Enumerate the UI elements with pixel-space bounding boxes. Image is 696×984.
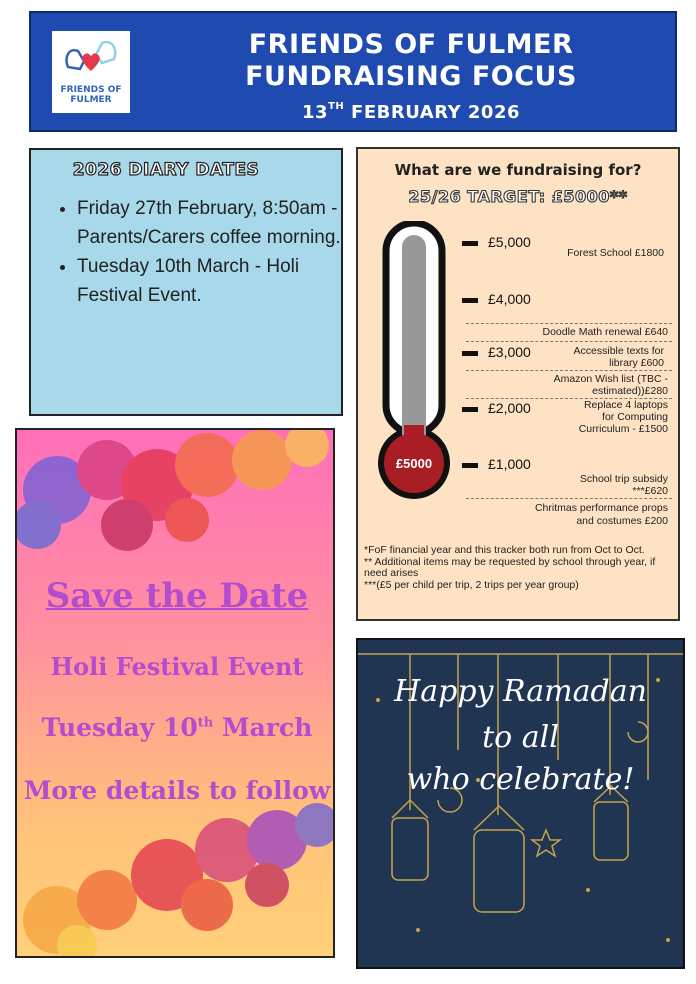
save-the-date-poster [15, 428, 335, 958]
fund-item-christmas-2: and costumes £200 [576, 515, 668, 527]
date-day: 13 [302, 102, 329, 123]
fund-item-laptops-2: for Computing [602, 411, 668, 423]
fund-item-accessible-texts-1: Accessible texts for [573, 345, 664, 357]
fundraising-question: What are we fundraising for? [394, 161, 642, 179]
header-banner [29, 11, 677, 132]
divider [466, 341, 672, 342]
tick-bar-1000 [462, 463, 478, 468]
divider [466, 498, 672, 499]
holi-color-splash-graphic [17, 430, 335, 958]
fund-item-doodle-math: Doodle Math renewal £640 [542, 326, 668, 338]
event-date-month: March [213, 713, 313, 742]
tick-bar-5000 [462, 241, 478, 246]
title-line-1: FRIENDS OF FULMER [248, 29, 574, 60]
holi-event-date [17, 713, 335, 742]
note-trip-cost: ***(£5 per child per trip, 2 trips per year group) [364, 578, 579, 591]
diary-dates-panel [29, 148, 343, 416]
ramadan-line-3: who celebrate! [406, 762, 635, 797]
thermometer-label: £5000 [395, 456, 433, 471]
divider [466, 370, 672, 371]
tick-bar-3000 [462, 351, 478, 356]
thermometer-neck [404, 425, 424, 445]
note-financial-year: *FoF financial year and this tracker both run from Oct to Oct. [364, 544, 645, 556]
fund-item-accessible-texts-2: library £600 [609, 357, 664, 369]
fund-item-christmas-1: Chritmas performance props [534, 502, 668, 514]
logo-line-1: FRIENDS OF [60, 85, 122, 95]
header-date [161, 102, 661, 123]
fund-item-school-trip-2: ***£620 [632, 485, 668, 497]
fundraising-panel [356, 147, 680, 621]
fund-item-laptops-3: Curriculum - £1500 [578, 423, 668, 435]
fundraising-target: 25/26 TARGET: £5000** [408, 187, 628, 206]
date-suffix: TH [328, 101, 345, 112]
date-month-year: FEBRUARY 2026 [351, 102, 520, 123]
thermometer-mercury [402, 235, 426, 455]
fund-item-school-trip-1: School trip subsidy [579, 473, 668, 485]
fund-item-amazon-2: estimated))£280 [592, 385, 668, 397]
hands-heart-icon [62, 37, 120, 85]
diary-list [53, 194, 367, 310]
thermometer-graphic [368, 221, 478, 501]
tick-label-4000: £4,000 [488, 291, 531, 307]
fund-item-amazon-1: Amazon Wish list (TBC - [553, 373, 668, 385]
tick-label-3000: £3,000 [488, 344, 531, 360]
divider [466, 323, 672, 324]
ramadan-line-2: to all [482, 720, 559, 755]
tick-label-1000: £1,000 [488, 456, 531, 472]
title-line-2: FUNDRAISING FOCUS [245, 61, 577, 92]
tick-label-2000: £2,000 [488, 400, 531, 416]
holi-event-name: Holi Festival Event [50, 652, 304, 681]
more-details-text: More details to follow [23, 776, 331, 805]
tick-bar-2000 [462, 407, 478, 412]
tick-label-5000: £5,000 [488, 234, 531, 250]
event-date-suffix: th [197, 715, 214, 731]
logo-wordmark [52, 85, 130, 105]
diary-item: • Friday 27th February, 8:50am - Parents/Carers coffee morning. [77, 194, 367, 252]
friends-of-fulmer-logo [52, 31, 130, 113]
tick-bar-4000 [462, 298, 478, 303]
ramadan-line-1: Happy Ramadan [394, 674, 647, 709]
diary-item: • Tuesday 10th March - Holi Festival Event. [77, 252, 367, 310]
save-the-date-title: Save the Date [45, 576, 309, 616]
note-additional-items: ** Additional items may be requested by school through year, if need arises [364, 555, 656, 579]
ramadan-greeting-panel [356, 638, 685, 969]
logo-line-2: FULMER [70, 95, 112, 105]
event-date-day: Tuesday 10 [41, 713, 198, 742]
fund-item-laptops-1: Replace 4 laptops [583, 399, 668, 411]
diary-title: 2026 DIARY DATES [72, 160, 260, 180]
fundraising-notes [364, 545, 678, 591]
fund-item-forest-school: Forest School £1800 [567, 247, 664, 259]
